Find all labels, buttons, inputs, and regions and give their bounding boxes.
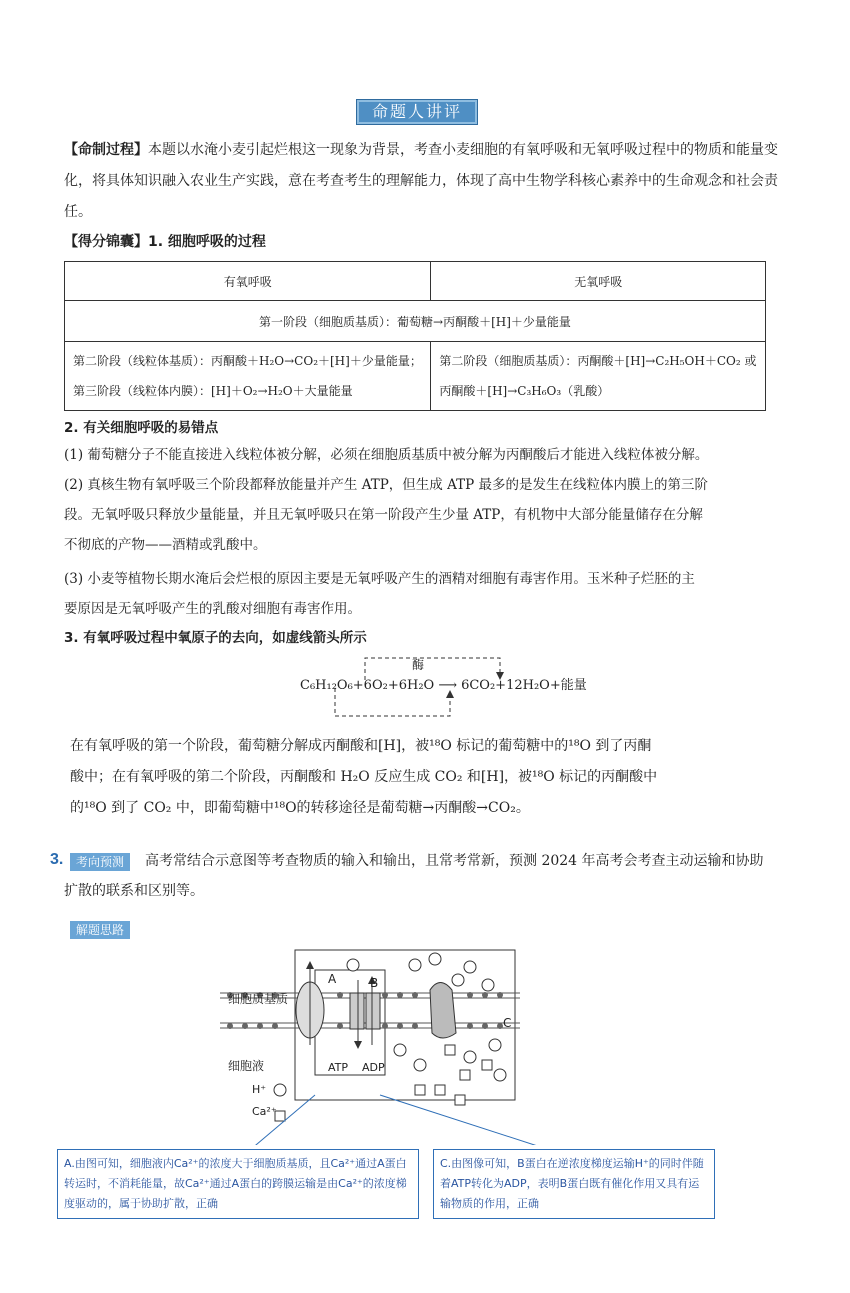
question-number: 3. [50, 851, 64, 868]
label-protein-A: A [328, 972, 337, 986]
process-label: 【命制过程】 [64, 142, 148, 158]
table-shared-stage: 第一阶段（细胞质基质）：葡萄糖→丙酮酸＋[H]＋少量能量 [65, 301, 766, 342]
section-banner: 命题人讲评 [356, 99, 478, 125]
solution-tag: 解题思路 [70, 919, 130, 938]
respiration-equation: C₆H₁₂O₆+6O₂+6H₂O ⟶ 6CO₂+12H₂O+能量 [300, 678, 587, 693]
table-header-aerobic: 有氧呼吸 [65, 262, 431, 301]
section2-item1: (1) 葡萄糖分子不能直接进入线粒体被分解，必须在细胞质基质中被分解为丙酮酸后才能进入线粒体被分解。 [64, 447, 709, 463]
section2-item3a: (3) 小麦等植物长期水淹后会烂根的原因主要是无氧呼吸产生的酒精对细胞有毒害作用。玉米种子烂胚的主 [64, 571, 695, 587]
respiration-table [64, 261, 766, 411]
label-adp: ADP [362, 1061, 385, 1074]
aerobic-line1: 第二阶段（线粒体基质）：丙酮酸＋H₂O→CO₂＋[H]＋少量能量； [73, 354, 422, 368]
o18-paragraph-3: 的¹⁸O 到了 CO₂ 中，即葡萄糖中¹⁸O的转移途径是葡萄糖→丙酮酸→CO₂。 [70, 800, 530, 816]
label-protein-B: B [370, 976, 379, 990]
legend-ca-ion: Ca²⁺ [252, 1105, 277, 1118]
label-protein-C: C [503, 1016, 512, 1030]
forecast-text-2: 扩散的联系和区别等。 [64, 883, 204, 899]
section2-item2a: (2) 真核生物有氧呼吸三个阶段都释放能量并产生 ATP，但生成 ATP 最多的是发生在线粒体内膜上的第三阶 [64, 477, 708, 493]
callout-option-c: C.由图像可知，B蛋白在逆浓度梯度运输H⁺的同时伴随着ATP转化为ADP，表明B蛋白既有催化作用又具有运输物质的作用，正确 [433, 1149, 715, 1219]
section3-heading: 3. 有氧呼吸过程中氧原子的去向，如虚线箭头所示 [64, 630, 367, 646]
label-vacuole: 细胞液 [228, 1059, 265, 1073]
o18-paragraph-1: 在有氧呼吸的第一个阶段，葡萄糖分解成丙酮酸和[H]，被¹⁸O 标记的葡萄糖中的¹⁸O 到了丙酮 [70, 738, 652, 754]
forecast-text-1: 高考常结合示意图等考查物质的输入和输出，且常考常新，预测 2024 年高考会考查主动运输和协助 [145, 853, 764, 869]
legend-h-ion: H⁺ [252, 1083, 267, 1096]
section2-item2c: 不彻底的产物——酒精或乳酸中。 [64, 537, 267, 553]
enzyme-label: 酶 [412, 658, 425, 672]
section2-item2b: 段。无氧呼吸只释放少量能量，并且无氧呼吸只在第一阶段产生少量 ATP，有机物中大部分能量储存在分解 [64, 507, 703, 523]
label-atp: ATP [328, 1061, 349, 1074]
tips-label: 【得分锦囊】 [64, 234, 148, 250]
label-cytoplasm: 细胞质基质 [228, 992, 289, 1006]
section2-heading: 2. 有关细胞呼吸的易错点 [64, 420, 219, 436]
process-text: 本题以水淹小麦引起烂根这一现象为背景，考查小麦细胞的有氧呼吸和无氧呼吸过程中的物质和能量变化，将具体知识融入农业生产实践，意在考查考生的理解能力，体现了高中生物学科核心素养中的生命观念和社会责任。 [64, 142, 778, 220]
tips-heading [64, 227, 780, 258]
process-paragraph [64, 135, 780, 228]
anaerobic-line2: 丙酮酸＋[H]→C₃H₆O₃（乳酸） [439, 384, 610, 398]
tips-heading1: 1. 细胞呼吸的过程 [148, 234, 266, 250]
table-anaerobic-cell [431, 342, 766, 411]
section2-item3b: 要原因是无氧呼吸产生的乳酸对细胞有毒害作用。 [64, 601, 361, 617]
anaerobic-line1: 第二阶段（细胞质基质）：丙酮酸＋[H]→C₂H₅OH＋CO₂ 或 [439, 354, 757, 368]
callout-option-a: A.由图可知，细胞液内Ca²⁺的浓度大于细胞质基质，且Ca²⁺通过A蛋白转运时，不消耗能量，故Ca²⁺通过A蛋白的跨膜运输是由Ca²⁺的浓度梯度驱动的，属于协助扩散，正确 [57, 1149, 419, 1219]
aerobic-line2: 第三阶段（线粒体内膜）：[H]＋O₂→H₂O＋大量能量 [73, 384, 353, 398]
table-aerobic-cell [65, 342, 431, 411]
table-header-anaerobic: 无氧呼吸 [431, 262, 766, 301]
o18-paragraph-2: 酸中；在有氧呼吸的第二个阶段，丙酮酸和 H₂O 反应生成 CO₂ 和[H]，被¹⁸O 标记的丙酮酸中 [70, 769, 658, 785]
forecast-tag: 考向预测 [70, 851, 130, 870]
